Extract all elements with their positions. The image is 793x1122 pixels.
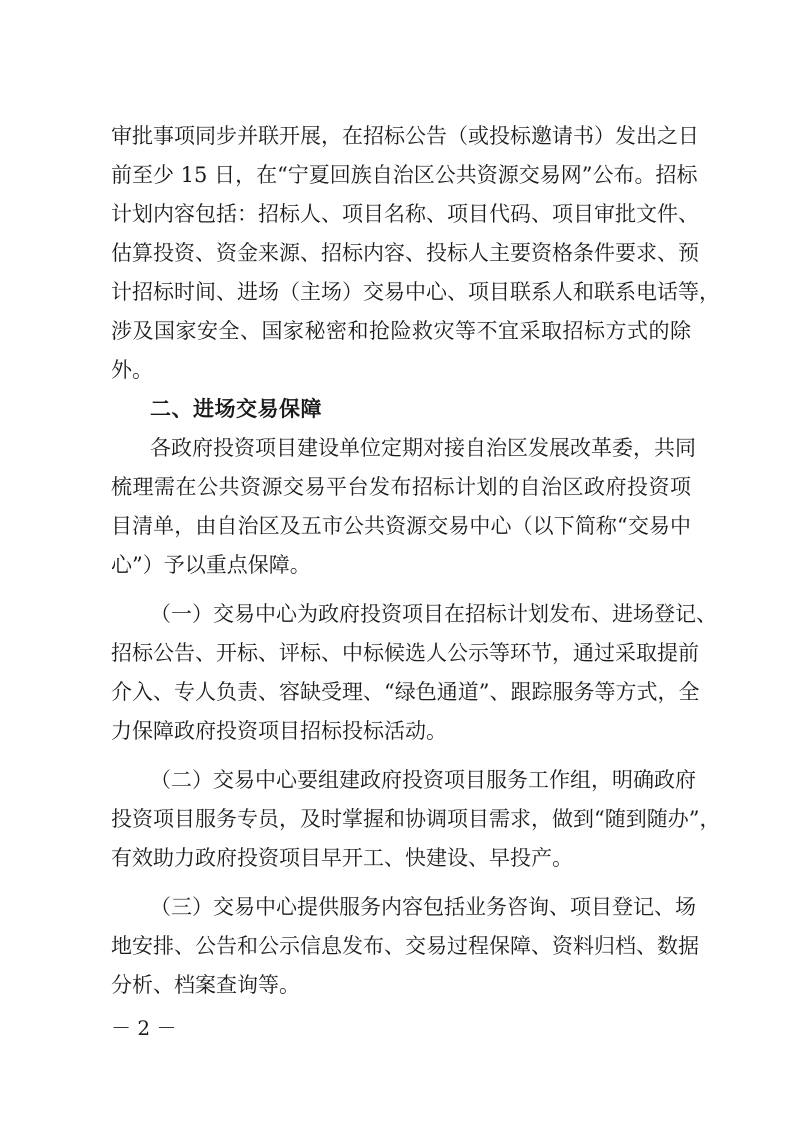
paragraph-3-line-4: 力保障政府投资项目招标投标活动。 [111, 719, 447, 743]
page-number: － 2 － [111, 1016, 177, 1040]
paragraph-1-line-4: 估算投资、资金来源、招标内容、投标人主要资格条件要求、预 [111, 241, 699, 265]
paragraph-3-line-1: （一）交易中心为政府投资项目在招标计划发布、进场登记、 [150, 602, 717, 626]
paragraph-5-line-3: 分析、档案查询等。 [111, 973, 300, 997]
paragraph-1-line-3: 计划内容包括：招标人、项目名称、项目代码、项目审批文件、 [111, 202, 699, 226]
paragraph-5-line-2: 地安排、公告和公示信息发布、交易过程保障、资料归档、数据 [111, 934, 699, 958]
paragraph-1-line-6: 涉及国家安全、国家秘密和抢险救灾等不宜采取招标方式的除 [111, 319, 691, 343]
paragraph-1-line-1: 审批事项同步并联开展，在招标公告（或投标邀请书）发出之日 [111, 124, 699, 148]
paragraph-1-line-2: 前至少 15 日，在“宁夏回族自治区公共资源交易网”公布。招标 [111, 163, 698, 187]
paragraph-2-line-3: 目清单，由自治区及五市公共资源交易中心（以下简称“交易中 [111, 514, 691, 538]
paragraph-4-line-2: 投资项目服务专员，及时掌握和协调项目需求，做到“随到随办”， [111, 807, 721, 831]
paragraph-4-line-1: （二）交易中心要组建政府投资项目服务工作组，明确政府 [150, 768, 696, 792]
paragraph-3-line-2: 招标公告、开标、评标、中标候选人公示等环节，通过采取提前 [111, 641, 699, 665]
paragraph-1-line-7: 外。 [111, 358, 153, 382]
paragraph-3-line-3: 介入、专人负责、容缺受理、“绿色通道”、跟踪服务等方式，全 [111, 680, 700, 704]
paragraph-1-line-5: 计招标时间、进场（主场）交易中心、项目联系人和联系电话等， [111, 280, 720, 304]
paragraph-2-line-2: 梳理需在公共资源交易平台发布招标计划的自治区政府投资项 [111, 475, 691, 499]
paragraph-2-line-4: 心”）予以重点保障。 [111, 553, 311, 577]
section-heading: 二、进场交易保障 [150, 397, 322, 421]
paragraph-2-line-1: 各政府投资项目建设单位定期对接自治区发展改革委，共同 [150, 436, 696, 460]
paragraph-4-line-3: 有效助力政府投资项目早开工、快建设、早投产。 [111, 846, 573, 870]
paragraph-5-line-1: （三）交易中心提供服务内容包括业务咨询、项目登记、场 [150, 895, 696, 919]
